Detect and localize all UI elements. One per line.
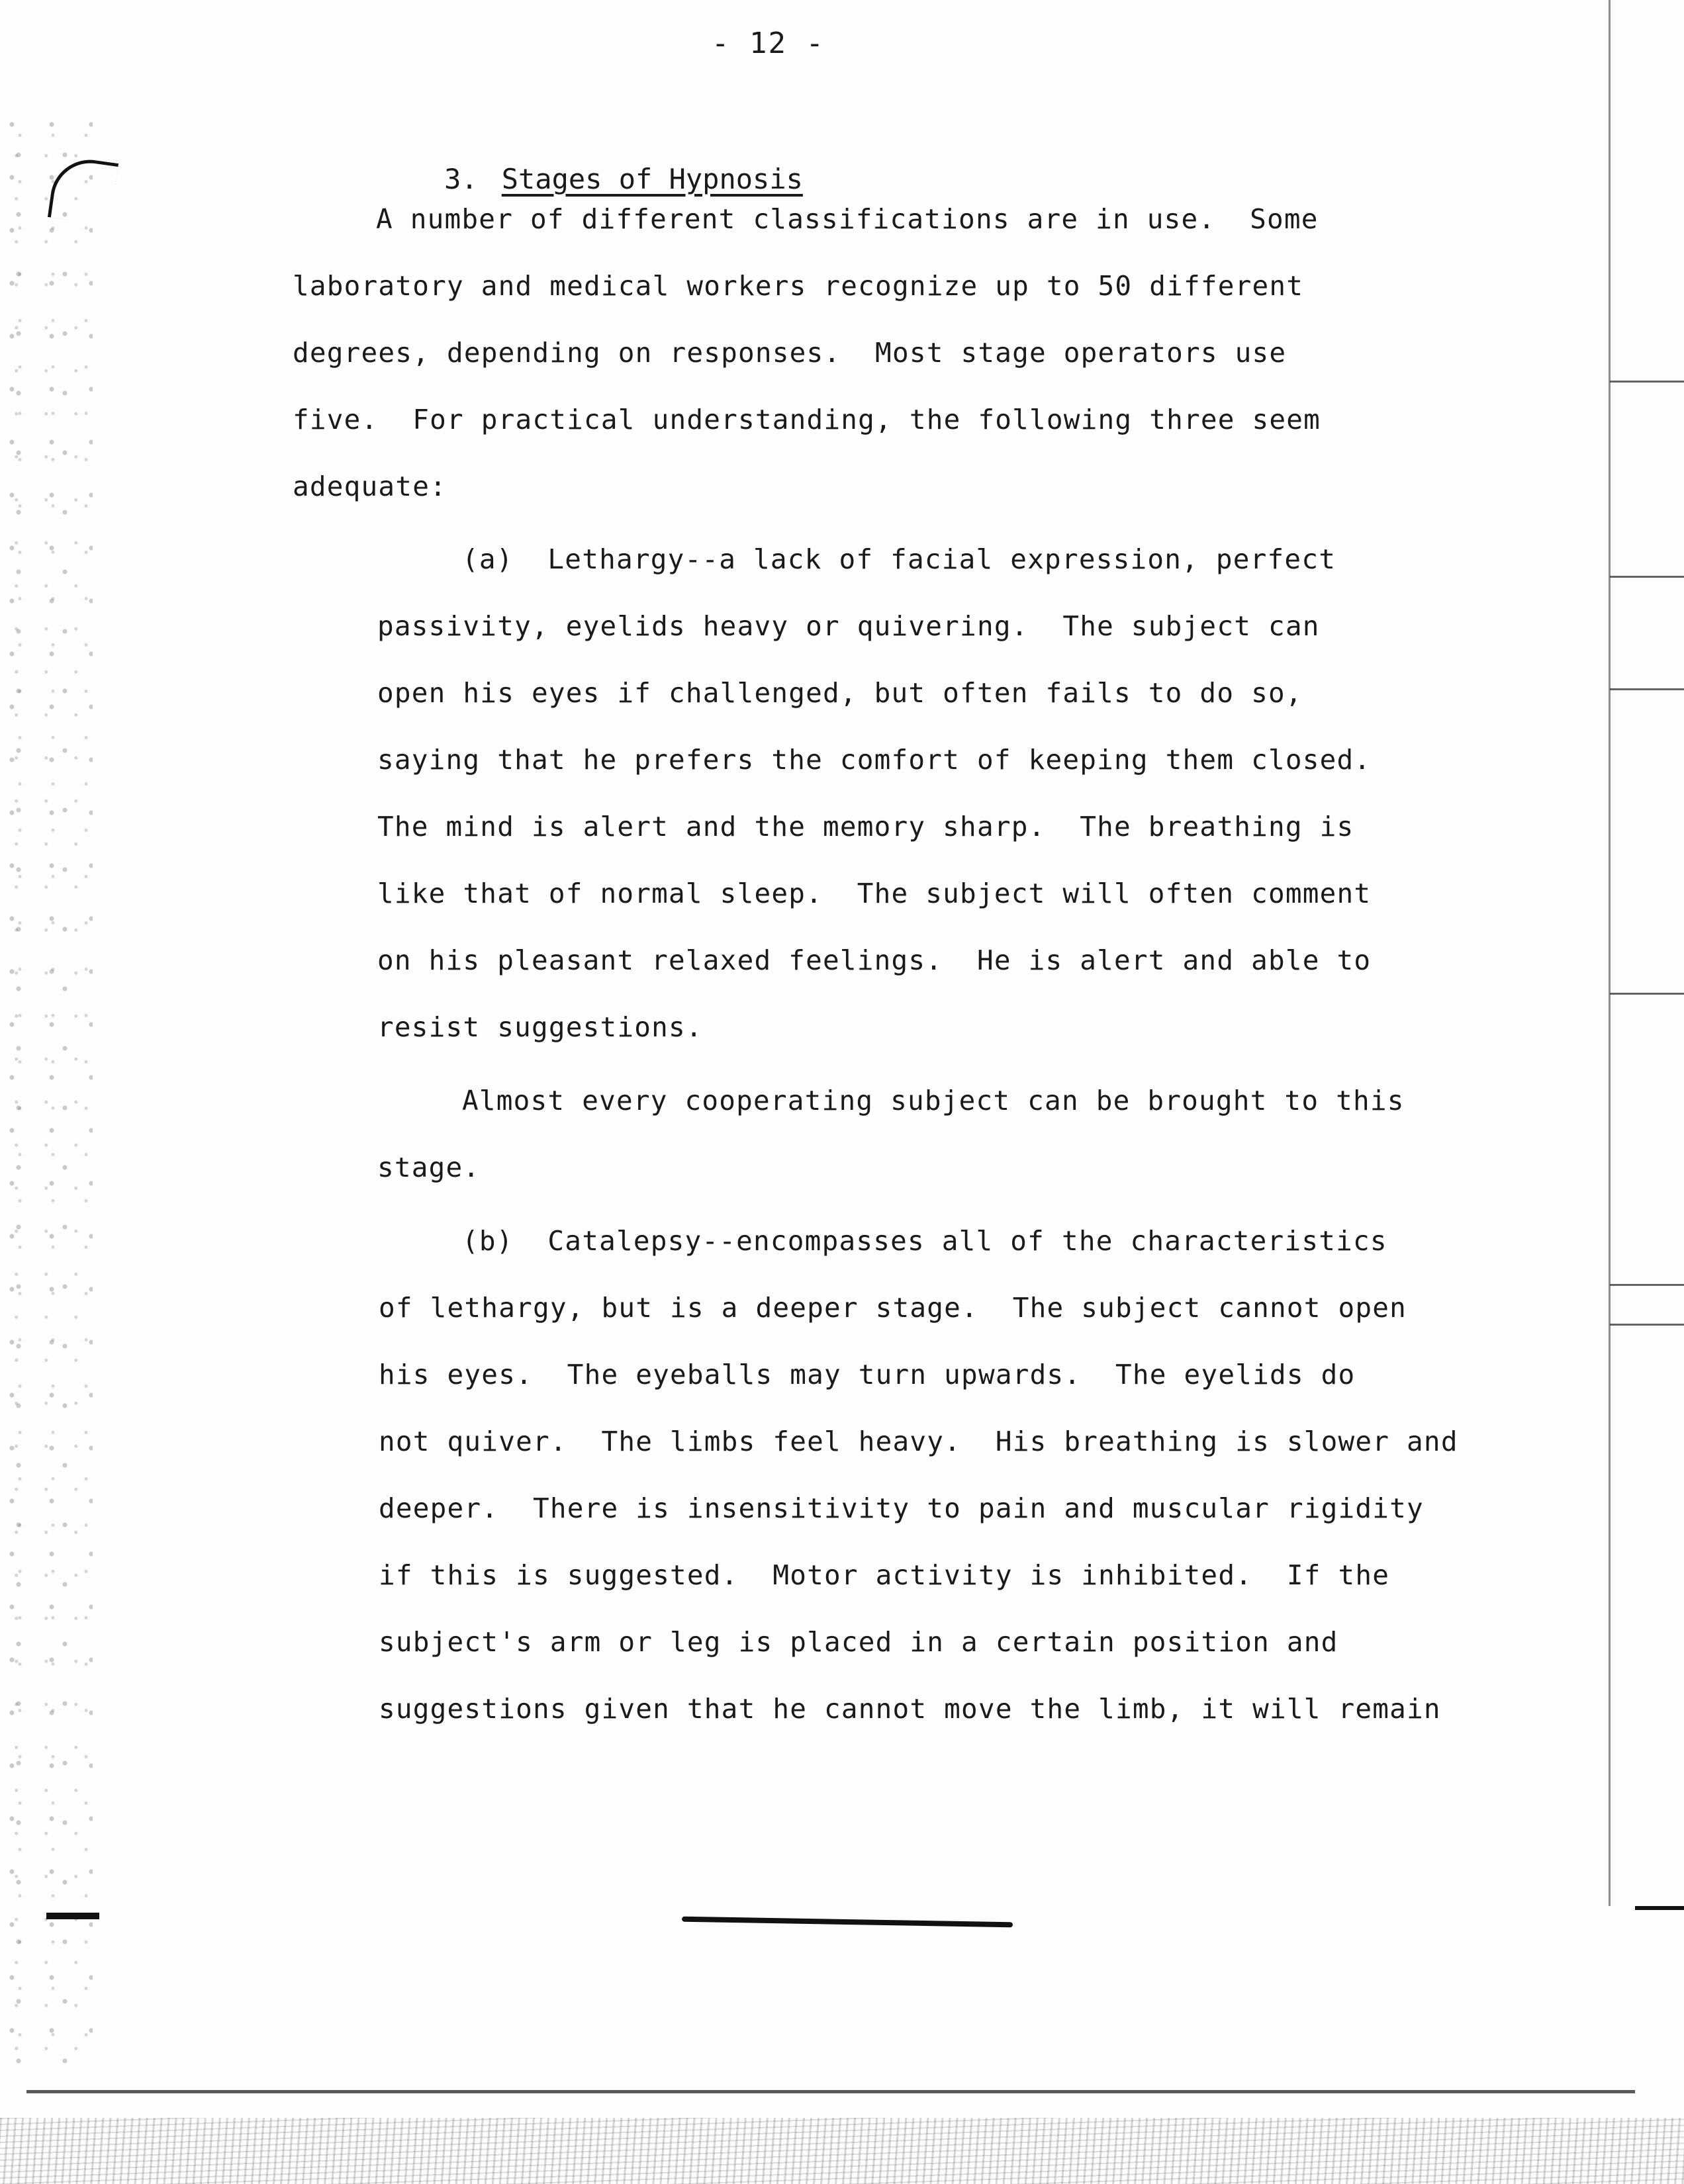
text-line: open his eyes if challenged, but often fails to do so, bbox=[377, 677, 1303, 709]
text-line: like that of normal sleep. The subject will often comment bbox=[377, 878, 1372, 909]
scan-mark-stroke bbox=[682, 1917, 1013, 1928]
scan-noise-left bbox=[0, 119, 93, 2071]
text-line: if this is suggested. Motor activity is inhibited. If the bbox=[379, 1559, 1390, 1591]
scan-edge-tick bbox=[1610, 381, 1684, 383]
text-line: suggestions given that he cannot move the limb, it will remain bbox=[379, 1693, 1441, 1725]
text-line: of lethargy, but is a deeper stage. The subject cannot open bbox=[379, 1292, 1407, 1324]
text-line: subject's arm or leg is placed in a certain position and bbox=[379, 1626, 1338, 1658]
scan-mark-right bbox=[1635, 1906, 1684, 1910]
section-title: Stages of Hypnosis bbox=[501, 163, 803, 195]
text-line: deeper. There is insensitivity to pain and muscular rigidity bbox=[379, 1492, 1424, 1524]
text-line: degrees, depending on responses. Most stage operators use bbox=[293, 337, 1287, 369]
scan-mark-left bbox=[46, 1913, 99, 1919]
text-line: on his pleasant relaxed feelings. He is alert and able to bbox=[377, 944, 1372, 976]
text-line: passivity, eyelids heavy or quivering. The subject can bbox=[377, 610, 1320, 642]
text-line: stage. bbox=[377, 1152, 481, 1183]
scan-edge-tick bbox=[1610, 576, 1684, 578]
text-line: adequate: bbox=[293, 471, 447, 502]
text-line: laboratory and medical workers recognize up to 50 different bbox=[293, 270, 1304, 302]
scan-edge-rule bbox=[1609, 0, 1611, 1906]
text-line: five. For practical understanding, the following three seem bbox=[293, 404, 1321, 435]
text-line: (b) Catalepsy--encompasses all of the characteristics bbox=[462, 1225, 1387, 1257]
scan-edge-tick bbox=[1610, 1284, 1684, 1286]
scan-noise-bottom bbox=[0, 2118, 1684, 2184]
text-line: resist suggestions. bbox=[377, 1011, 703, 1043]
text-line: Almost every cooperating subject can be brought to this bbox=[462, 1085, 1405, 1116]
text-line: (a) Lethargy--a lack of facial expression, perfect bbox=[462, 543, 1336, 575]
page-number: - 12 - bbox=[712, 26, 825, 60]
text-line: his eyes. The eyeballs may turn upwards. The eyelids do bbox=[379, 1359, 1356, 1390]
scan-bottom-rule bbox=[26, 2090, 1635, 2093]
text-line: not quiver. The limbs feel heavy. His breathing is slower and bbox=[379, 1426, 1458, 1457]
text-line: The mind is alert and the memory sharp. The breathing is bbox=[377, 811, 1354, 842]
scan-edge-tick bbox=[1610, 1324, 1684, 1326]
section-number: 3. bbox=[444, 163, 478, 195]
scan-edge-tick bbox=[1610, 993, 1684, 995]
text-line: A number of different classifications are in use. Some bbox=[376, 203, 1319, 235]
text-line: saying that he prefers the comfort of keeping them closed. bbox=[377, 744, 1372, 776]
scan-edge-tick bbox=[1610, 688, 1684, 690]
